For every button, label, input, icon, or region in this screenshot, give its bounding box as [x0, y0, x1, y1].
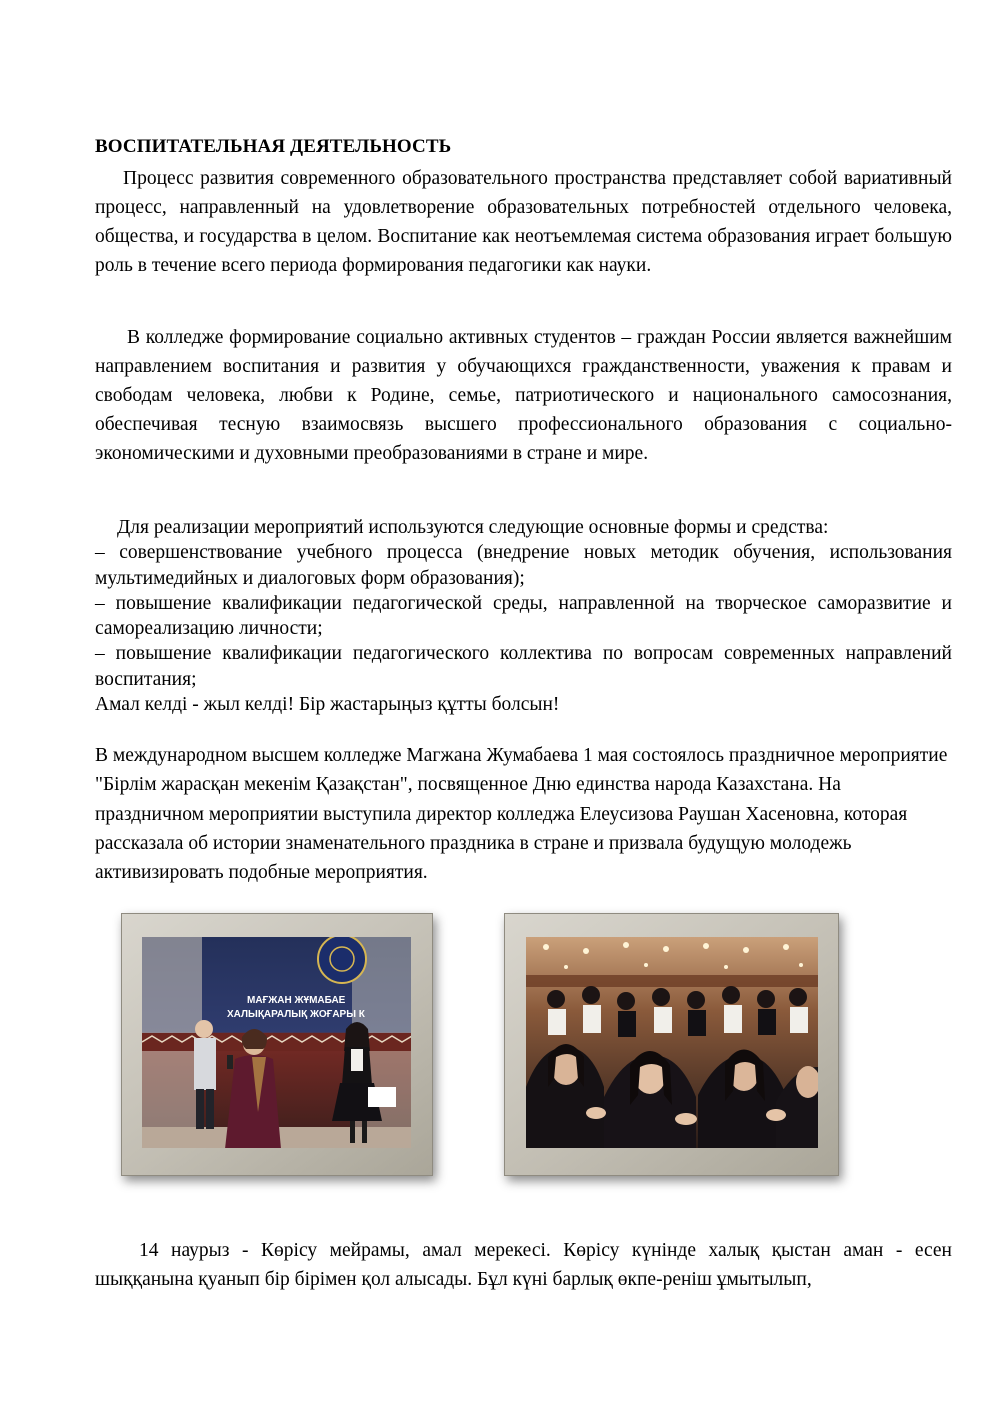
forms-intro: Для реализации мероприятий используются следующие основные формы и средства: [117, 517, 829, 538]
forms-block [95, 515, 952, 717]
audience-photo [526, 937, 818, 1148]
event-paragraph: В международном высшем колледже Магжана Жумабаева 1 мая состоялось праздничное мероприятие "Бірлім жарасқан мекенім Қазақстан", посвященное Дню единства народа Казахстана. На праздничном мероприятии выступила директор колледжа Елеусизова Раушан Хасеновна, которая рассказала об истории знаменательного праздника в стране и призвала будущую молодежь активизировать подобные мероприятия. [95, 745, 948, 884]
forms-item-1: – совершенствование учебного процесса (внедрение новых методик обучения, использования мультимедийных и диалоговых форм образования); [95, 542, 952, 589]
banner-text-2: ХАЛЫҚАРАЛЫҚ ЖОҒАРЫ К [227, 1009, 365, 1020]
nauryz-paragraph: 14 наурыз - Көрісу мейрамы, амал мерекесі. Көрісу күнінде халық қыстан аман - есен шыққанына қуанып бір бірімен қол алысады. Бұл күні барлық өкпе-реніш ұмытылып, [95, 1240, 952, 1290]
greeting-line: Амал келді - жыл келді! Бір жастарыңыз құтты болсын! [95, 694, 560, 716]
photo-frame-audience [504, 913, 839, 1176]
banner-text-1: МАҒЖАН ЖҰМАБАЕ [247, 995, 346, 1006]
section-heading: ВОСПИТАТЕЛЬНАЯ ДЕЯТЕЛЬНОСТЬ [95, 136, 452, 157]
forms-item-3: – повышение квалификации педагогического коллектива по вопросам современных направлений воспитания; [95, 643, 952, 690]
forms-item-2: – повышение квалификации педагогической среды, направленной на творческое саморазвитие и самореализацию личности; [95, 592, 952, 640]
college-paragraph: В колледже формирование социально активных студентов – граждан России является важнейшим направлением воспитания и развития у обучающихся гражданственности, уважения к правам и свободам человека, любви к Родине, семье, патриотического и национального самосознания, обеспечивая тесную взаимосвязь высшего профессионального образования с социально-экономическими и духовными преобразованиями в стране и мире. [95, 327, 952, 464]
speaker-photo [142, 937, 411, 1148]
photo-frame-speaker [121, 913, 433, 1176]
intro-paragraph: Процесс развития современного образовательного пространства представляет собой вариативный процесс, направленный на удовлетворение образовательных потребностей отдельного человека, общества, и государства в целом. Воспитание как неотъемлемая система образования играет большую роль в течение всего периода формирования педагогики как науки. [95, 168, 952, 276]
